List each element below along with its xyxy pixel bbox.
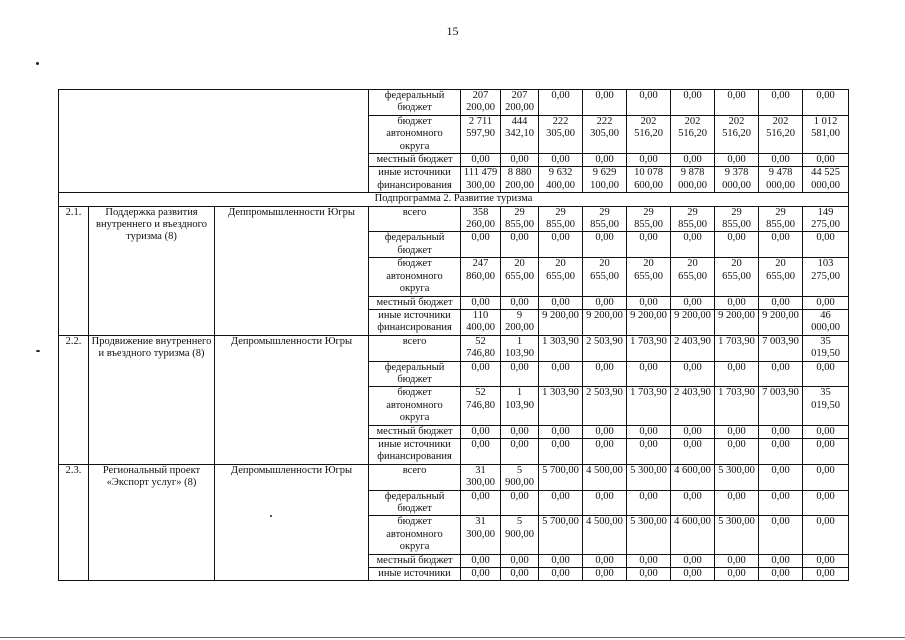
amount-cell: 20 655,00 [539,258,583,296]
amount-cell: 444 342,10 [501,115,539,153]
source-label: местный бюджет [369,154,461,167]
amount-cell: 7 003,90 [759,335,803,361]
amount-cell: 202 516,20 [627,115,671,153]
amount-cell: 0,00 [715,296,759,309]
amount-cell: 0,00 [539,490,583,516]
table-row [59,464,849,490]
amount-cell: 20 655,00 [671,258,715,296]
amount-cell: 202 516,20 [759,115,803,153]
table-row [59,335,849,361]
amount-cell: 0,00 [627,90,671,116]
amount-cell: 10 078 600,00 [627,167,671,193]
amount-cell: 44 525 000,00 [803,167,849,193]
amount-cell: 0,00 [803,490,849,516]
amount-cell: 0,00 [583,490,627,516]
item-executor: Депромышленности Югры [215,464,369,581]
amount-cell: 1 012 581,00 [803,115,849,153]
amount-cell: 0,00 [671,568,715,581]
source-label: иные источники [369,568,461,581]
amount-cell: 9 200,00 [583,309,627,335]
amount-cell: 9 478 000,00 [759,167,803,193]
amount-cell: 0,00 [539,90,583,116]
amount-cell: 0,00 [715,554,759,567]
amount-cell: 9 629 100,00 [583,167,627,193]
amount-cell: 29 855,00 [627,206,671,232]
amount-cell: 0,00 [715,438,759,464]
amount-cell: 1 303,90 [539,387,583,425]
amount-cell: 0,00 [759,361,803,387]
amount-cell: 5 700,00 [539,516,583,554]
amount-cell: 0,00 [501,438,539,464]
amount-cell: 20 655,00 [715,258,759,296]
amount-cell: 7 003,90 [759,387,803,425]
amount-cell: 20 655,00 [583,258,627,296]
amount-cell: 5 300,00 [627,516,671,554]
amount-cell: 5 900,00 [501,464,539,490]
item-name: Продвижение внутреннего и въездного туризма (8) [89,335,215,464]
amount-cell: 31 300,00 [461,464,501,490]
amount-cell: 0,00 [803,361,849,387]
amount-cell: 0,00 [501,490,539,516]
amount-cell: 20 655,00 [627,258,671,296]
source-label: всего [369,206,461,232]
amount-cell: 0,00 [671,425,715,438]
amount-cell: 222 305,00 [539,115,583,153]
amount-cell: 202 516,20 [671,115,715,153]
carryover-blank-cell [59,90,369,193]
source-label: иные источники финансирования [369,167,461,193]
amount-cell: 1 703,90 [715,335,759,361]
amount-cell: 0,00 [627,232,671,258]
amount-cell: 0,00 [539,296,583,309]
item-number: 2.2. [59,335,89,464]
amount-cell: 0,00 [715,232,759,258]
amount-cell: 0,00 [461,232,501,258]
amount-cell: 0,00 [501,232,539,258]
amount-cell: 0,00 [461,438,501,464]
amount-cell: 0,00 [627,568,671,581]
amount-cell: 0,00 [715,361,759,387]
subprogram-title: Подпрограмма 2. Развитие туризма [59,193,849,206]
amount-cell: 29 855,00 [583,206,627,232]
amount-cell: 0,00 [501,554,539,567]
amount-cell: 1 103,90 [501,387,539,425]
amount-cell: 0,00 [759,232,803,258]
amount-cell: 0,00 [671,90,715,116]
amount-cell: 0,00 [671,232,715,258]
amount-cell: 8 880 200,00 [501,167,539,193]
source-label: федеральный бюджет [369,232,461,258]
item-executor: Депромышленности Югры [215,335,369,464]
amount-cell: 111 479 300,00 [461,167,501,193]
amount-cell: 9 378 000,00 [715,167,759,193]
amount-cell: 207 200,00 [501,90,539,116]
amount-cell: 0,00 [627,554,671,567]
amount-cell: 0,00 [627,154,671,167]
amount-cell: 0,00 [671,296,715,309]
amount-cell: 0,00 [803,296,849,309]
amount-cell: 0,00 [803,464,849,490]
amount-cell: 0,00 [759,554,803,567]
amount-cell: 0,00 [759,464,803,490]
amount-cell: 0,00 [539,568,583,581]
source-label: федеральный бюджет [369,90,461,116]
amount-cell: 247 860,00 [461,258,501,296]
amount-cell: 9 200,00 [539,309,583,335]
amount-cell: 0,00 [715,90,759,116]
amount-cell: 207 200,00 [461,90,501,116]
amount-cell: 0,00 [539,438,583,464]
amount-cell: 4 600,00 [671,516,715,554]
amount-cell: 0,00 [759,154,803,167]
financing-table [58,89,849,581]
source-label: местный бюджет [369,554,461,567]
amount-cell: 0,00 [715,425,759,438]
amount-cell: 5 700,00 [539,464,583,490]
amount-cell: 0,00 [627,296,671,309]
amount-cell: 0,00 [671,490,715,516]
page-number: 15 [446,24,459,38]
amount-cell: 0,00 [461,554,501,567]
source-label: всего [369,335,461,361]
amount-cell: 0,00 [759,516,803,554]
amount-cell: 0,00 [803,438,849,464]
amount-cell: 0,00 [461,490,501,516]
amount-cell: 0,00 [759,296,803,309]
amount-cell: 0,00 [627,361,671,387]
amount-cell: 0,00 [461,361,501,387]
source-label: бюджет автономного округа [369,115,461,153]
amount-cell: 9 200,00 [671,309,715,335]
amount-cell: 1 703,90 [627,335,671,361]
amount-cell: 1 703,90 [715,387,759,425]
amount-cell: 0,00 [539,154,583,167]
amount-cell: 0,00 [539,232,583,258]
amount-cell: 0,00 [583,554,627,567]
amount-cell: 0,00 [627,438,671,464]
amount-cell: 29 855,00 [715,206,759,232]
amount-cell: 0,00 [759,425,803,438]
scan-edge-line [0,637,905,638]
amount-cell: 1 103,90 [501,335,539,361]
amount-cell: 5 300,00 [627,464,671,490]
item-number: 2.1. [59,206,89,335]
amount-cell: 20 655,00 [501,258,539,296]
amount-cell: 52 746,80 [461,335,501,361]
amount-cell: 9 200,00 [759,309,803,335]
amount-cell: 0,00 [501,154,539,167]
amount-cell: 0,00 [501,425,539,438]
amount-cell: 0,00 [759,438,803,464]
source-label: иные источники финансирования [369,309,461,335]
amount-cell: 0,00 [583,438,627,464]
amount-cell: 0,00 [803,425,849,438]
amount-cell: 0,00 [803,568,849,581]
amount-cell: 0,00 [671,554,715,567]
amount-cell: 9 200,00 [715,309,759,335]
amount-cell: 9 632 400,00 [539,167,583,193]
amount-cell: 2 503,90 [583,387,627,425]
amount-cell: 0,00 [501,361,539,387]
amount-cell: 2 403,90 [671,335,715,361]
source-label: иные источники финансирования [369,438,461,464]
amount-cell: 0,00 [539,425,583,438]
amount-cell: 0,00 [627,490,671,516]
amount-cell: 0,00 [501,296,539,309]
amount-cell: 29 855,00 [671,206,715,232]
source-label: всего [369,464,461,490]
amount-cell: 9 200,00 [501,309,539,335]
amount-cell: 29 855,00 [759,206,803,232]
amount-cell: 0,00 [461,154,501,167]
source-label: федеральный бюджет [369,490,461,516]
amount-cell: 2 403,90 [671,387,715,425]
scan-speck [36,62,39,65]
subprogram-row [59,193,849,206]
amount-cell: 110 400,00 [461,309,501,335]
amount-cell: 202 516,20 [715,115,759,153]
table-row [59,90,849,116]
amount-cell: 0,00 [583,425,627,438]
amount-cell: 5 300,00 [715,516,759,554]
amount-cell: 9 878 000,00 [671,167,715,193]
amount-cell: 1 703,90 [627,387,671,425]
amount-cell: 0,00 [461,425,501,438]
amount-cell: 0,00 [583,361,627,387]
amount-cell: 29 855,00 [501,206,539,232]
amount-cell: 0,00 [759,568,803,581]
amount-cell: 149 275,00 [803,206,849,232]
amount-cell: 20 655,00 [759,258,803,296]
amount-cell: 0,00 [671,438,715,464]
source-label: бюджет автономного округа [369,387,461,425]
amount-cell: 0,00 [583,90,627,116]
amount-cell: 0,00 [461,568,501,581]
scan-speck [36,350,40,352]
amount-cell: 0,00 [583,232,627,258]
item-number: 2.3. [59,464,89,581]
amount-cell: 0,00 [583,568,627,581]
amount-cell: 103 275,00 [803,258,849,296]
amount-cell: 0,00 [803,232,849,258]
amount-cell: 35 019,50 [803,335,849,361]
amount-cell: 1 303,90 [539,335,583,361]
amount-cell: 0,00 [627,425,671,438]
amount-cell: 4 500,00 [583,516,627,554]
amount-cell: 52 746,80 [461,387,501,425]
amount-cell: 0,00 [671,154,715,167]
amount-cell: 0,00 [715,154,759,167]
amount-cell: 2 711 597,90 [461,115,501,153]
amount-cell: 4 600,00 [671,464,715,490]
amount-cell: 0,00 [715,568,759,581]
item-executor: Деппромышленности Югры [215,206,369,335]
amount-cell: 46 000,00 [803,309,849,335]
amount-cell: 358 260,00 [461,206,501,232]
source-label: бюджет автономного округа [369,258,461,296]
amount-cell: 5 300,00 [715,464,759,490]
amount-cell: 0,00 [501,568,539,581]
amount-cell: 0,00 [803,516,849,554]
amount-cell: 31 300,00 [461,516,501,554]
amount-cell: 0,00 [583,154,627,167]
amount-cell: 5 900,00 [501,516,539,554]
amount-cell: 29 855,00 [539,206,583,232]
amount-cell: 35 019,50 [803,387,849,425]
item-name: Региональный проект «Экспорт услуг» (8) [89,464,215,581]
amount-cell: 0,00 [715,490,759,516]
source-label: бюджет автономного округа [369,516,461,554]
amount-cell: 0,00 [461,296,501,309]
table-row [59,206,849,232]
amount-cell: 9 200,00 [627,309,671,335]
amount-cell: 0,00 [759,90,803,116]
amount-cell: 0,00 [671,361,715,387]
item-name: Поддержка развития внутреннего и въездного туризма (8) [89,206,215,335]
amount-cell: 0,00 [759,490,803,516]
amount-cell: 4 500,00 [583,464,627,490]
amount-cell: 0,00 [583,296,627,309]
source-label: местный бюджет [369,425,461,438]
amount-cell: 0,00 [803,554,849,567]
amount-cell: 2 503,90 [583,335,627,361]
amount-cell: 0,00 [539,361,583,387]
source-label: местный бюджет [369,296,461,309]
amount-cell: 0,00 [803,154,849,167]
amount-cell: 0,00 [803,90,849,116]
amount-cell: 0,00 [539,554,583,567]
amount-cell: 222 305,00 [583,115,627,153]
source-label: федеральный бюджет [369,361,461,387]
